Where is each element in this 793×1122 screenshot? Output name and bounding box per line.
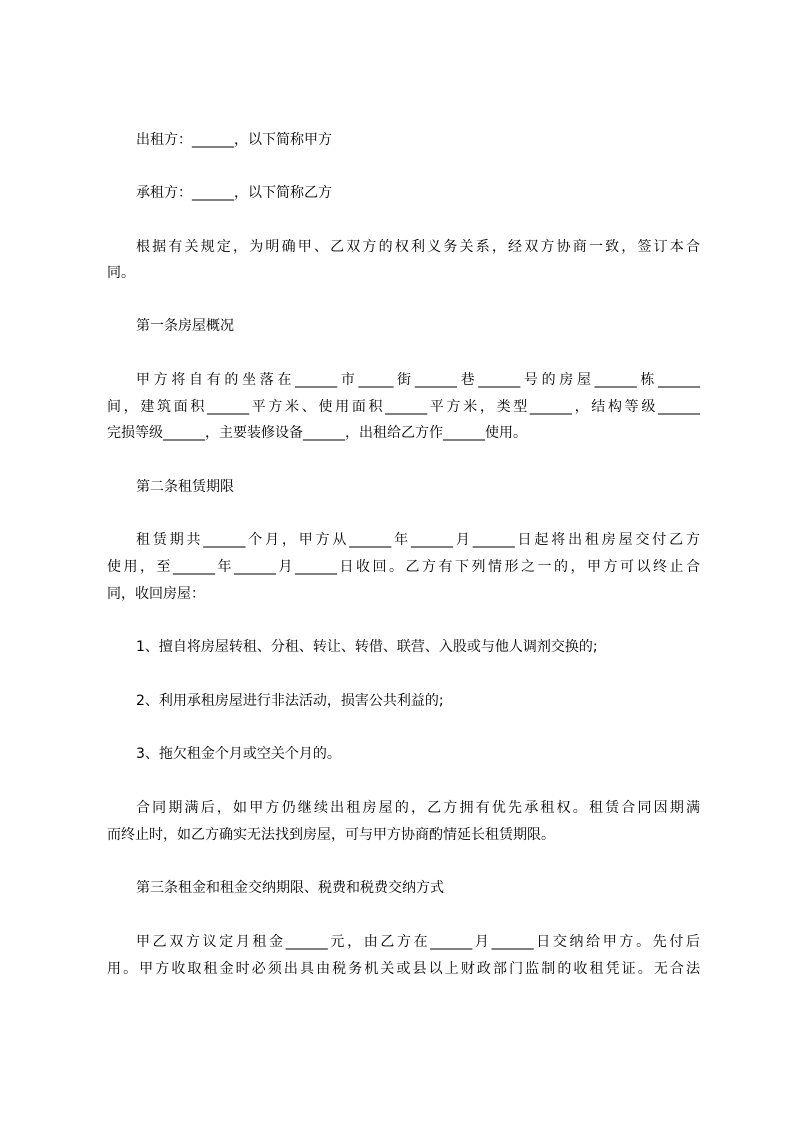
article1-line-3: 完损等级______，主要装修设备______，出租给乙方作______使用。 [107,425,527,441]
article2-item-3: 3、拖欠租金个月或空关个月的。 [136,746,341,762]
article2-para1-line-3: 同，收回房屋： [107,586,205,602]
article2-para1-line-2: 使用，至______年______月______日收回。乙方有下列情形之一的，甲方可以终止合 [107,559,700,575]
article3-line-2: 用。甲方收取租金时必须出具由税务机关或县以上财政部门监制的收租凭证。无合法 [107,961,700,977]
lessor-line: 出租方：______，以下简称甲方 [136,132,332,148]
article2-para2-line-2: 而终止时，如乙方确实无法找到房屋，可与甲方协商酌情延长租赁期限。 [107,827,555,843]
preamble-line-1: 根据有关规定，为明确甲、乙双方的权利义务关系，经双方协商一致，签订本合 [136,239,700,255]
article1-title: 第一条房屋概况 [136,318,234,334]
article1-line-2: 间，建筑面积______平方米、使用面积______平方米，类型______，结构等级______ [107,399,700,415]
article1-line-1: 甲方将自有的坐落在______市_____街______巷______号的房屋______栋______ [136,372,700,388]
article2-item-2: 2、利用承租房屋进行非法活动，损害公共利益的; [136,693,444,709]
lessee-line: 承租方：______，以下简称乙方 [136,185,332,201]
article2-title: 第二条租赁期限 [136,479,234,495]
article2-para2-line-1: 合同期满后，如甲方仍继续出租房屋的，乙方拥有优先承租权。租赁合同因期满 [136,800,700,816]
article2-item-1: 1、擅自将房屋转租、分租、转让、转借、联营、入股或与他人调剂交换的; [136,639,598,655]
article3-title: 第三条租金和租金交纳期限、税费和税费交纳方式 [136,880,444,896]
article3-line-1: 甲乙双方议定月租金______元，由乙方在______月______日交纳给甲方。先付后 [136,934,700,950]
preamble-line-2: 同。 [107,265,135,281]
article2-para1-line-1: 租赁期共______个月，甲方从______年______月______日起将出租房屋交付乙方 [136,532,700,548]
